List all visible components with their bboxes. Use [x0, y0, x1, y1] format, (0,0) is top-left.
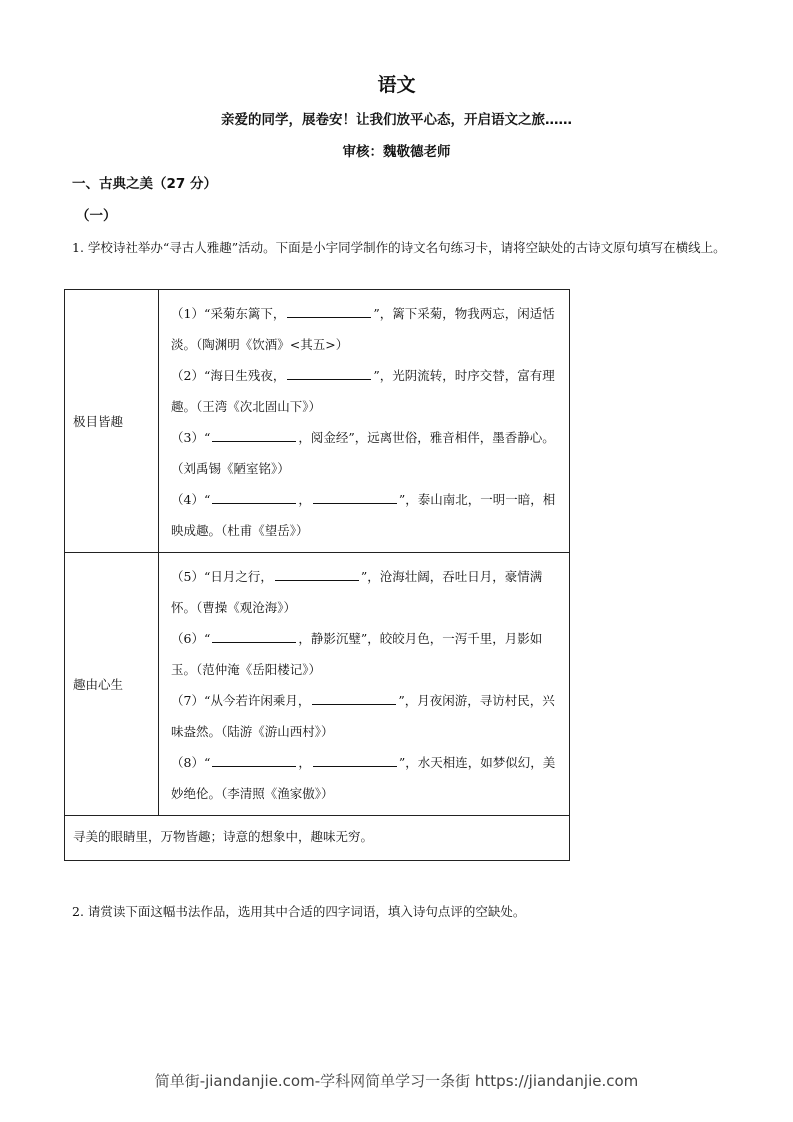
item-text: ”，水天相连，如梦似幻，美妙绝伦。（李清照《渔家傲》） — [171, 755, 556, 801]
answer-blank[interactable] — [312, 690, 396, 705]
item-text: ， — [298, 755, 311, 770]
page-title: 语文 — [377, 74, 416, 96]
list-item — [171, 484, 561, 546]
item-text: ”，沧海壮阔，吞吐日月，豪情满怀。（曹操《观沧海》） — [171, 569, 543, 615]
item-text: ”，篱下采菊，物我两忘，闲适恬淡。（陶渊明《饮酒》<其五>） — [171, 306, 555, 352]
item-text: ”，泰山南北，一明一暗，相映成趣。（杜甫《望岳》） — [171, 492, 556, 538]
answer-blank[interactable] — [287, 365, 371, 380]
question-2-text: 2. 请赏读下面这幅书法作品，选用其中合适的四字词语，填入诗句点评的空缺处。 — [72, 904, 526, 919]
list-item — [171, 623, 561, 685]
practice-card-table — [64, 289, 570, 861]
list-item — [171, 298, 561, 360]
item-text: （8）“ — [171, 755, 211, 770]
item-text: ， — [298, 492, 311, 507]
answer-blank[interactable] — [212, 628, 296, 643]
item-text: （2）“海日生残夜， — [171, 368, 286, 383]
answer-blank[interactable] — [212, 427, 296, 442]
footer-watermark: 简单街-jiandanjie.com-学科网简单学习一条街 https://jiandanjie.com — [154, 1072, 639, 1090]
item-text: （1）“采菊东篱下， — [171, 306, 286, 321]
list-item — [171, 747, 561, 809]
answer-blank[interactable] — [313, 752, 397, 767]
item-text: ”，月夜闲游，寻访村民，兴味盎然。（陆游《游山西村》） — [171, 693, 555, 739]
list-item — [171, 561, 561, 623]
item-text: ”，光阴流转，时序交替，富有理趣。（王湾《次北固山下》） — [171, 368, 555, 414]
items-cell — [159, 290, 570, 553]
answer-blank[interactable] — [287, 303, 371, 318]
answer-blank[interactable] — [275, 566, 359, 581]
list-item — [171, 360, 561, 422]
item-text: ，静影沉璧”，皎皎月色，一泻千里，月影如玉。（范仲淹《岳阳楼记》） — [171, 631, 543, 677]
summary-cell: 寻美的眼睛里，万物皆趣；诗意的想象中，趣味无穷。 — [65, 816, 570, 861]
item-text: （4）“ — [171, 492, 211, 507]
category-cell: 极目皆趣 — [65, 290, 159, 553]
item-text: （7）“从今若许闲乘月， — [171, 693, 311, 708]
item-text: （6）“ — [171, 631, 211, 646]
reviewer-line: 审核：魏敬德老师 — [342, 144, 451, 160]
answer-blank[interactable] — [212, 752, 296, 767]
table-row — [65, 816, 570, 861]
answer-blank[interactable] — [212, 489, 296, 504]
table-row — [65, 290, 570, 553]
category-cell: 趣由心生 — [65, 553, 159, 816]
list-item — [171, 685, 561, 747]
table-row — [65, 553, 570, 816]
list-item — [171, 422, 561, 484]
question-1-text: 1. 学校诗社举办“寻古人雅趣”活动。下面是小宇同学制作的诗文名句练习卡，请将空缺处的古诗文原句填写在横线上。 — [72, 240, 726, 255]
section-heading: 一、古典之美（27 分） — [72, 176, 217, 192]
items-cell — [159, 553, 570, 816]
item-text: （5）“日月之行， — [171, 569, 273, 584]
item-text: ，阅金经”，远离世俗，雅音相伴，墨香静心。（刘禹锡《陋室铭》） — [171, 430, 555, 476]
answer-blank[interactable] — [313, 489, 397, 504]
item-text: （3）“ — [171, 430, 211, 445]
subsection-heading: （一） — [76, 208, 117, 224]
page-subtitle: 亲爱的同学，展卷安！让我们放平心态，开启语文之旅…… — [221, 112, 572, 128]
